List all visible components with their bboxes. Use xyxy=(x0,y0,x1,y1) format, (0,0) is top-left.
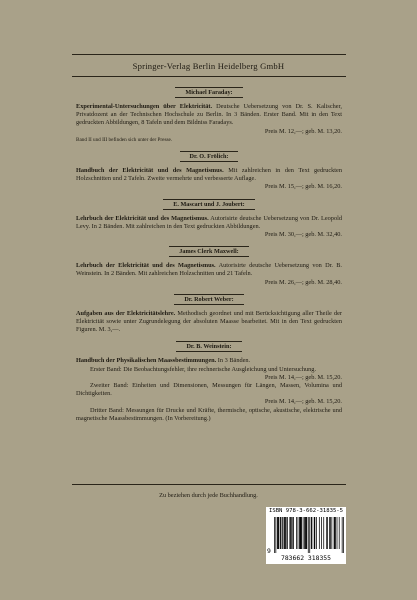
volume-text: Erster Band: Die Beobachtungsfehler, ihre rechnerische Ausgleichung und Untersuchung. xyxy=(90,365,317,373)
volume-text: Dritter Band: Messungen für Drucke und Kräfte, thermische, optische, akustische, elektrische und magnetische Maassbestimmungen. xyxy=(76,406,342,422)
book-description: In 3 Bänden. xyxy=(217,357,251,365)
entry-text xyxy=(76,215,342,240)
catalog-list xyxy=(76,87,342,430)
book-title: Lehrbuch der Elektricität und des Magnetismus. xyxy=(76,262,216,270)
footer-rule xyxy=(72,484,346,485)
barcode-icon xyxy=(274,517,344,553)
book-price: Preis M. 30,—; geb. M. 32,40. xyxy=(264,231,342,239)
book-price: Preis M. 26,—; geb. M. 28,40. xyxy=(264,278,342,286)
author-name: Michael Faraday: xyxy=(175,87,242,98)
volume-price: Preis M. 14,—; geb. M. 15,20. xyxy=(264,398,342,406)
book-description: Methodisch geordnet und mit Berücksichtigung aller Theile der Elektricität sowie unter Zugrundelegung der absoluten Maasse bearbeitet. Mit in den Text gedruckten Figuren. M. 3,—. xyxy=(76,309,342,334)
publisher-heading: Springer-Verlag Berlin Heidelberg GmbH xyxy=(132,61,285,71)
entry-text xyxy=(76,103,342,144)
author-name: Dr. O. Frölich: xyxy=(180,151,239,162)
isbn-label: ISBN 978-3-662-31835-5 xyxy=(268,508,344,514)
author-name: Dr. Robert Weber: xyxy=(174,294,243,305)
author-name: Dr. B. Weinstein: xyxy=(176,341,241,352)
book-title: Aufgaben aus der Elektricitätslehre. xyxy=(76,309,176,317)
book-title: Lehrbuch der Elektricität und des Magnetismus. xyxy=(76,214,209,222)
footer-note: Zu beziehen durch jede Buchhandlung. xyxy=(159,492,258,499)
volume-status: (In Vorbereitung.) xyxy=(165,414,211,422)
volume-text: Zweiter Band: Einheiten und Dimensionen, Messungen für Längen, Massen, Volumina und Dichtigkeiten. xyxy=(76,382,342,398)
book-price: Preis M. 12,—; geb. M. 13,20. xyxy=(264,127,342,135)
catalog-entry-maxwell xyxy=(76,246,342,287)
book-price: Preis M. 15,—; geb. M. 16,20. xyxy=(264,183,342,191)
book-description: Autorisirte deutsche Uebersetzung von Dr. B. Weinstein. In 2 Bänden. Mit zahlreichen Holzschnitten und 21 Tafeln. xyxy=(76,262,342,278)
book-title: Handbuch der Physikalischen Maassbestimmungen. xyxy=(76,357,217,365)
entry-text xyxy=(76,357,342,365)
book-title: Handbuch der Elektricität und des Magnetismus. xyxy=(76,167,224,175)
entry-text xyxy=(76,310,342,335)
barcode-lead-digit: 9 xyxy=(267,547,271,555)
book-description: Mit zahlreichen in den Text gedruckten Holzschnitten und 2 Tafeln. Zweite vermehrte und verbesserte Auflage. xyxy=(76,167,342,183)
volume-entry xyxy=(76,366,342,382)
top-rule xyxy=(72,54,346,55)
author-name: James Clerk Maxwell: xyxy=(169,246,248,257)
entry-text xyxy=(76,167,342,192)
book-description: Deutsche Uebersetzung von Dr. S. Kalischer, Privatdozent an der Technischen Hochschule zu Berlin. In 3 Bänden. Erster Band. Mit in den Text gedruckten Abbildungen, 8 Tafeln und dem Bildniss Faradays. xyxy=(76,103,342,127)
catalog-entry-weber xyxy=(76,294,342,335)
catalog-entry-mascart-joubert xyxy=(76,199,342,240)
book-note: Band II und III befinden sich unter der Presse. xyxy=(76,136,173,143)
volume-entry xyxy=(76,382,342,407)
book-title: Experimental-Untersuchungen über Elektricität. xyxy=(76,103,213,110)
catalog-entry-faraday xyxy=(76,87,342,144)
volume-entry xyxy=(76,407,342,423)
author-name: E. Mascart und J. Joubert: xyxy=(163,199,255,210)
volume-price: Preis M. 14,—; geb. M. 15,20. xyxy=(264,373,342,381)
catalog-entry-froelich xyxy=(76,151,342,192)
book-description: Autorisirte deutsche Uebersetzung von Dr. Leopold Levy. In 2 Bänden. Mit zahlreichen in den Text gedruckten Abbildungen. xyxy=(76,214,342,230)
barcode-number: 783662 318355 xyxy=(280,554,332,562)
entry-text xyxy=(76,262,342,287)
isbn-barcode-block xyxy=(266,507,346,564)
header-rule xyxy=(72,76,346,77)
catalog-entry-weinstein xyxy=(76,341,342,423)
